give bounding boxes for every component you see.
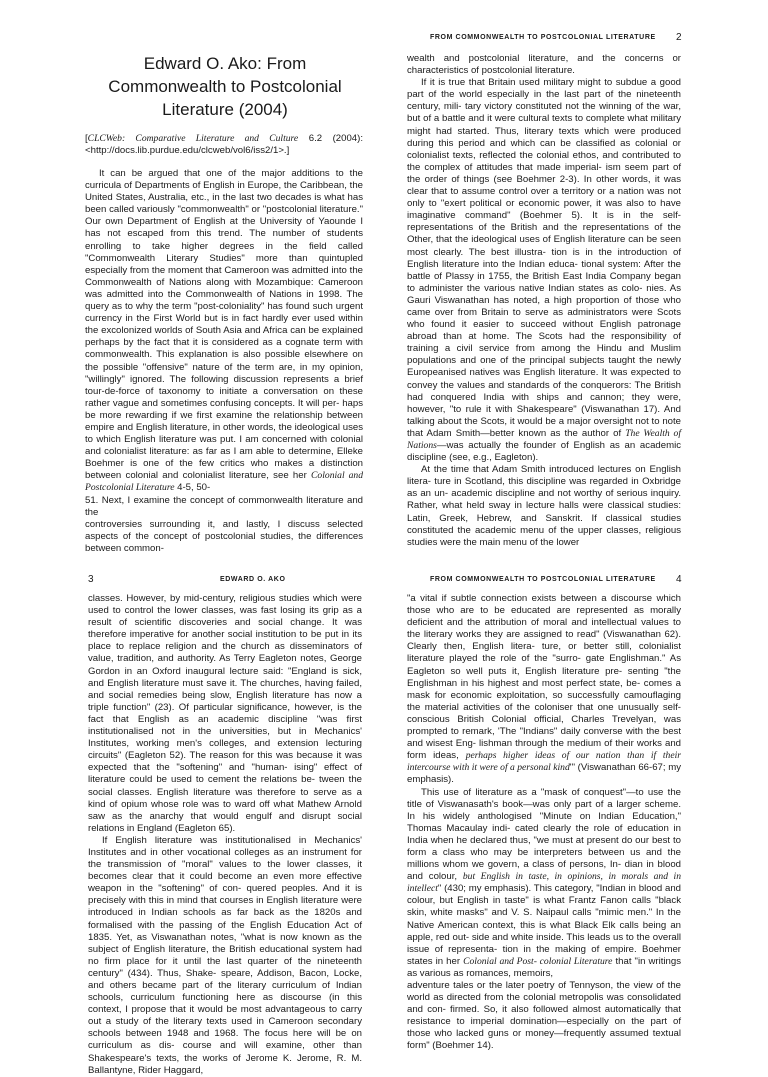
paragraph-text: This use of literature as a "mask of conquest"—to use the title of Viswanasath's book—was only part of a larger scheme. In his widely anthologised "Minute on Indian Education," Thomas Macaulay indi- cated clearly the role of education in India when he declared thus, "we must at present do our best to form a class who may be interpreters between us and the millions whom we govern, a class of persons, In- dian in blood and colour, — [407, 786, 681, 883]
paragraph-text: If it is true that Britain used military might to subdue a good part of the world especially in the last part of the nineteenth century, mili- tary victory constituted not the winning of the war, but of a battle and it were cultural texts to complete what military might had started. Thus, literary texts which were produced during this period and which can be classified as colonial or colonialist texts, reflected the colonial ethos, and contributed to the complex of attitudes that made imperial- ism seem part of the order of things (see Boehmer 2-3). In other words, it was clear that to assume control over a territory or a nation was not only to "exert political or economic power, it was also to have imaginative command" (Boehmer 5). It is in the self-representations of the British and the representations of the Other, that the ideological uses of English literature can be seen most clearly. The best illustra- tion is in the introduction of English literature into the Indian educa- tional system: After the battle of Plassy in 1755, the British East India Company began to administer the various native Indian states as colo- nies. As Gauri Viswanathan has noted, a high proportion of those who came over from Britain to serve as administrators were Scots who found it easier to succeed without English patronage abroad than at home. The Scots had the responsibility of training a civil service from among the Hindu and Muslim populations and one of the principal subjects taught the newly Europeanised natives was English literature. It was expected to convey the values and standards of the conquerors: The British had conquered India with ships and cannon; they were, however, "to rule it with Shakespeare" (Viswanathan 17). And talking about the Scots, it would be a major oversight not to note that Adam Smith—better known as the author of — [407, 77, 681, 439]
paragraph: 51. Next, I examine the concept of commonwealth literature and the — [85, 494, 363, 518]
paragraph — [407, 593, 681, 787]
page-number: 2 — [676, 32, 682, 43]
emphasis-text: but English in taste, in opinions, in morals and in intellect — [407, 871, 681, 895]
paragraph: classes. However, by mid-century, religious studies which were used to control the lower classes, was fast losing its grip as a result of scientific discoveries and social change. It was therefore imperative for another social institution to be put in its place to replace religion and the church as disseminators of value, tradition, and authority. As Terry Eagleton notes, George Gordon in an Oxford inaugural lecture said: "England is sick, and English literature must save it. The churches, having failed, and social remedies being slow, English literature has now a triple function" (23). Of particular significance, however, is the fact that English as an academic discipline "was first institutionalised not in the universities, but in Mechanics' Institutes, working men's colleges, and extension lecturing circuits" (Eagleton 52). The reason for this was because it was expected that the "softening" and "human- ising" effect of literature could be used to cement the relations be- tween the social classes. English literature was therefore to serve as a kind of opium whose role was to ward off what Mathew Arnold saw as the anarchy that would engulf and disrupt social relations in England (Eagleton 65). — [88, 593, 362, 834]
emphasis-text: perhaps higher ideas of our nation than if their intercourse with it were of a personal kind — [407, 750, 681, 774]
paragraph: At the time that Adam Smith introduced lectures on English litera- ture in Scotland, this discipline was regarded in Oxbridge as an un- academic discipline and not worthy of serious inquiry. Rather, what held sway in lecture halls were classical studies: Latin, Greek, Hebrew, and Sanskrit. If classical studies constituted the academic menu of the upper classes, religious studies were the main menu of the lower — [407, 464, 681, 548]
paragraph-text: that "in writings as various as romances, memoirs, — [407, 955, 681, 979]
page-number: 3 — [88, 574, 94, 585]
paragraph: If English literature was institutionalised in Mechanics' Institutes and in other vocational colleges as an instrument for the transmission of "moral" values to the lower classes, it becomes clear that it could become an even more effective weapon in the "softening" of con- quered peoples. And it is precisely with this in mind that courses in English literature were introduced in Indian schools as far back as the 1820s and formalised with the passing of the English Education Act of 1835. Yet, as Viswanathan notes, "what is now known as the subject of English literature, the British educational system had no firm place for it until the last quarter of the nineteenth century" (434). Thus, Shake- speare, Addison, Bacon, Locke, and others became part of the literary curriculum of Indian schools, curriculum functioning here as discourse (in this context, I propose that it would be most advantageous to carry out a study of the literary texts used in Cameroon secondary schools between 1948 and 1968. The focus here will be on curriculum as dis- course and will examine, other than Shakespeare's texts, the works of Jerome K. Jerome, R. M. Ballantyne, Rider Haggard, — [88, 834, 362, 1076]
right-column — [407, 53, 681, 549]
paragraph-text: It can be argued that one of the major additions to the curricula of Departments of English in Europe, the Caribbean, the United States, Australia, etc., in the last two decades is what has been called variously "commonwealth" or "postcolonial literature." Our own Department of English at the University of Yaounde I has not escaped from this trend. The number of students enrolling to take higher degrees in the field called "Commonwealth Literary Studies" more than quintupled especially from the moment that Cameroon was admitted into the Commonwealth of Nations along with Mozambique: Cameroon was admitted into the Commonwealth of Nations in 1998. The query as to why the term "post-coloniality" has found such urgent currency in the First World but is in fact hardly ever used within the excolonized worlds of South Asia and Africa can be explained perhaps by the fact that it is considered as a cognate term with commonwealth. This explanation is also possible elsewhere on the possible "offensive" nature of the term are, in my opinion, "willingly" ignored. The following discussion represents a brief tour-de-force of taxonomy to initiate a conversation on these rather vague and sometimes confusing concepts. It will per- haps be more rewarding if we first examine the relationship between empire and English literature, in other words, the ideological uses to which English literature was put. I am concerned with colonial and colonialist literature: as far as I am able to determine, Elleke Boehmer is one of the few critics who makes a distinction between colonial and colonialist literature, see her — [85, 168, 363, 482]
running-head: EDWARD O. AKO — [220, 576, 286, 583]
left-column — [85, 168, 363, 555]
book-title: Colonial and Postcolonial Literature — [85, 470, 363, 494]
book-title: Colonial and Post- colonial Literature — [463, 955, 613, 967]
running-head: FROM COMMONWEALTH TO POSTCOLONIAL LITERATURE — [430, 34, 656, 41]
citation-journal: CLCWeb: Comparative Literature and Culture — [87, 133, 299, 144]
page-3-column — [88, 593, 362, 1077]
paragraph: controversies surrounding it, and lastly, I discuss selected aspects of the concept of postcolonial studies, the differences between common- — [85, 518, 363, 554]
paragraph — [407, 77, 681, 464]
paragraph: wealth and postcolonial literature, and the concerns or characteristics of postcolonial literature. — [407, 53, 681, 77]
paragraph: adventure tales or the later poetry of Tennyson, the view of the world as directed from the colonial metropolis was consolidated and con- firmed. So, it also followed almost automatically that resistance to imperial domination—especially on the part of those who lacked guns or money—frequently assumed textual form" (Boehmer 14). — [407, 980, 681, 1052]
running-head: FROM COMMONWEALTH TO POSTCOLONIAL LITERATURE — [430, 576, 656, 583]
page-4-column — [407, 593, 681, 1053]
book-title: The Wealth of Nations — [407, 427, 681, 451]
paragraph — [407, 787, 681, 981]
citation-detail: 6.2 (2004): <http://docs.lib.purdue.edu/clcweb/vol6/iss2/1>.] — [85, 133, 363, 157]
paragraph — [85, 168, 363, 495]
citation-open: [ — [85, 133, 88, 144]
paragraph-text: " (430; my emphasis). This category, "Indian in blood and colour, but English in taste" is what Frantz Fanon calls "black skin, white masks" and V. S. Naipaul calls "mimic men." In the Native American context, this is what Black Elk calls being an apple, red out- side and white inside. This leads us to the overall issue of representa- tion in the making of empire. Boehmer states in her — [407, 883, 681, 967]
paragraph-text: "a vital if subtle connection exists between a discourse which those who are to be educated are represented as morally deficient and the attribution of moral and intellectual values to the literary works they are assigned to read" (Viswanathan 62). Clearly then, English litera- ture, or better still, colonialist literature played the role of the "surro- gate Englishman." As Eagleton so well puts it, English literature pre- senting "the Englishman in his highest and most perfect state, be- comes a mask for economic exploitation, so successfully camouflaging the material activities of the coloniser that one unusually self- conscious British Colonial official, Charles Trevelyan, was prompted to remark, 'The "Indians" daily converse with the best and wisest Eng- lishman through the medium of their works and form ideas, — [407, 593, 681, 762]
citation — [85, 133, 363, 157]
paragraph-text: '" (Viswanathan 66-67; my emphasis). — [407, 762, 681, 786]
page-number: 4 — [676, 574, 682, 585]
paragraph-text: —was actually the founder of English as an academic discipline (see, e.g., Eagleton). — [407, 440, 681, 464]
paragraph-text: 4-5, 50- — [174, 482, 211, 494]
pages-3-4 — [0, 540, 768, 1076]
article-title: Edward O. Ako: From Commonwealth to Postcolonial Literature (2004) — [108, 54, 342, 119]
